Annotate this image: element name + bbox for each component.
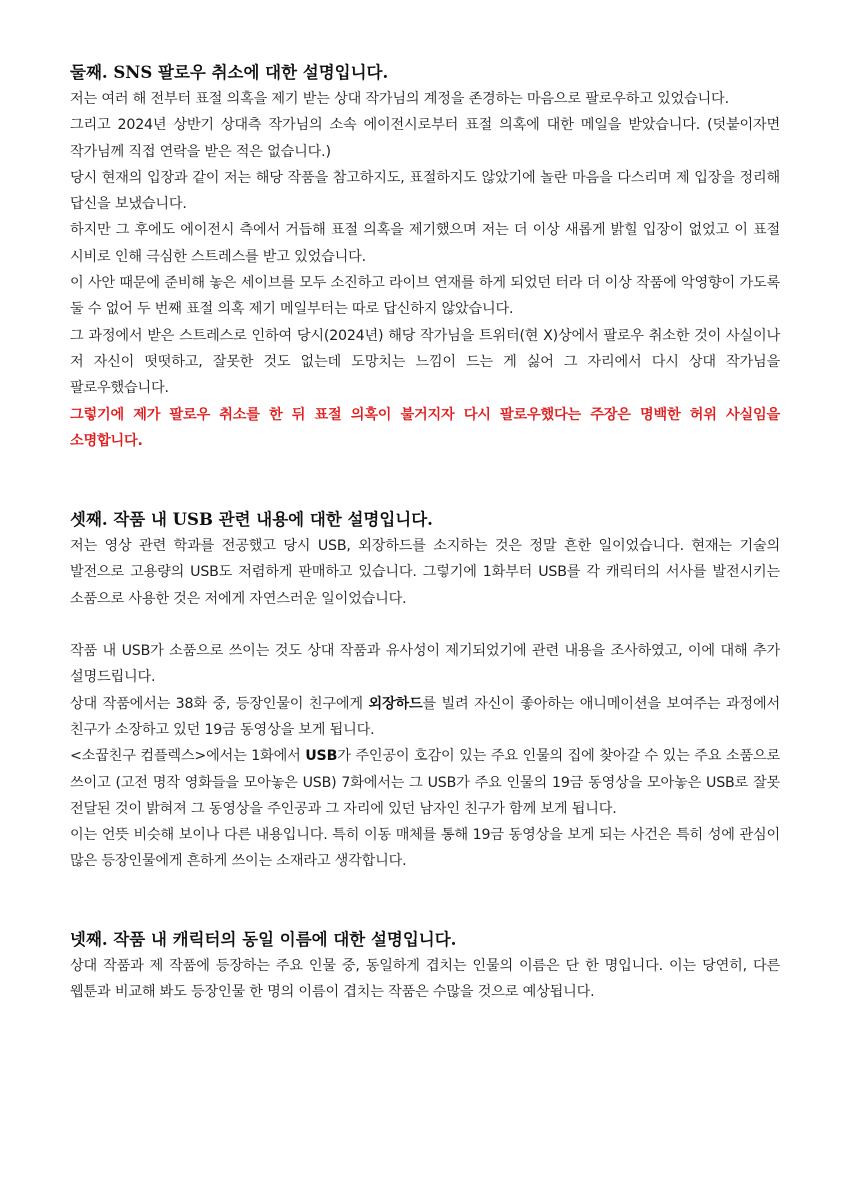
section-character-name (70, 927, 780, 1006)
text-span: <소꿉친구 컴플렉스>에서는 1화에서 (70, 748, 306, 765)
paragraph: 그 과정에서 받은 스트레스로 인하여 당시(2024년) 해당 작가님을 트위터(현 X)상에서 팔로우 취소한 것이 사실이나 저 자신이 떳떳하고, 잘못한 것도 없는데 도망치는 느낌이 드는 게 싫어 그 자리에서 다시 상대 작가님을 팔로우했습니다. (70, 327, 780, 397)
paragraph: 저는 영상 관련 학과를 전공했고 당시 USB, 외장하드를 소지하는 것은 정말 흔한 일이었습니다. 현재는 기술의 발전으로 고용량의 USB도 저렴하게 판매하고 있습니다. 그렇기에 1화부터 USB를 각 캐릭터의 서사를 발전시키는 소품으로 사용한 것은 저에게 자연스러운 일이었습니다. (70, 538, 780, 607)
section-heading-character-name: 넷째. 작품 내 캐릭터의 동일 이름에 대한 설명입니다. (70, 929, 457, 949)
paragraph (70, 743, 780, 822)
paragraph: 당시 현재의 입장과 같이 저는 해당 작품을 참고하지도, 표절하지도 않았기에 놀란 마음을 다스리며 제 입장을 정리해 답신을 보냈습니다. (70, 169, 780, 213)
paragraph (70, 691, 780, 744)
section-heading-sns: 둘째. SNS 팔로우 취소에 대한 설명입니다. (70, 63, 389, 82)
paragraph: 이는 언뜻 비슷해 보이나 다른 내용입니다. 특히 이동 매체를 통해 19금 동영상을 보게 되는 사건은 특히 성에 관심이 많은 등장인물에게 흔하게 쓰이는 소재라고 생각합니다. (70, 827, 780, 870)
paragraph: 작품 내 USB가 소품으로 쓰이는 것도 상대 작품과 유사성이 제기되었기에 관련 내용을 조사하였고, 이에 대해 추가 설명드립니다. (70, 643, 780, 686)
section-sns-unfollow (70, 60, 780, 454)
section-usb (70, 507, 780, 875)
paragraph: 저는 여러 해 전부터 표절 의혹을 제기 받는 상대 작가님의 계정을 존경하는 마음으로 팔로우하고 있었습니다. (70, 91, 729, 107)
bold-term-usb: USB (305, 748, 338, 765)
paragraph: 상대 작품과 제 작품에 등장하는 주요 인물 중, 동일하게 겹치는 인물의 이름은 단 한 명입니다. 이는 당연히, 다른 웹툰과 비교해 봐도 등장인물 한 명의 이름이 겹치는 작품은 수많을 것으로 예상됩니다. (70, 957, 780, 1001)
text-span: 상대 작품에서는 38화 중, 등장인물이 친구에게 (70, 695, 369, 712)
paragraph: 하지만 그 후에도 에이전시 측에서 거듭해 표절 의혹을 제기했으며 저는 더 이상 새롭게 밝힐 입장이 없었고 이 표절 시비로 인해 극심한 스트레스를 받고 있었습니다. (70, 222, 780, 265)
text-span: 가 주인공이 호감이 있는 주요 인물의 집에 찾아갈 수 있는 주요 소품으로 쓰이고 (고전 명작 영화들을 모아놓은 USB) 7화에서는 그 USB가 주요 인물의 19금 동영상을 모아놓은 USB로 잘못 전달된 것이 밝혀져 그 동영상을 주인공과 그 자리에 있던 남자인 친구가 함께 보게 됩니다. (70, 748, 780, 817)
highlighted-statement: 그렇기에 제가 팔로우 취소를 한 뒤 표절 의혹이 불거지자 다시 팔로우했다는 주장은 명백한 허위 사실임을 소명합니다. (70, 406, 780, 449)
section-heading-usb: 셋째. 작품 내 USB 관련 내용에 대한 설명입니다. (70, 510, 433, 530)
paragraph: 이 사안 때문에 준비해 놓은 세이브를 모두 소진하고 라이브 연재를 하게 되었던 터라 더 이상 작품에 악영향이 가도록 둘 수 없어 두 번째 표절 의혹 제기 메일부터는 따로 답신하지 않았습니다. (70, 275, 780, 318)
bold-term-external-hdd: 외장하드 (368, 695, 423, 712)
paragraph: 그리고 2024년 상반기 상대측 작가님의 소속 에이전시로부터 표절 의혹에 대한 메일을 받았습니다. (덧붙이자면 작가님께 직접 연락을 받은 적은 없습니다.) (70, 117, 780, 160)
text-span: 를 빌려 자신이 좋아하는 애니메이션을 보여주는 과정에서 친구가 소장하고 있던 19금 동영상을 보게 됩니다. (70, 695, 780, 738)
